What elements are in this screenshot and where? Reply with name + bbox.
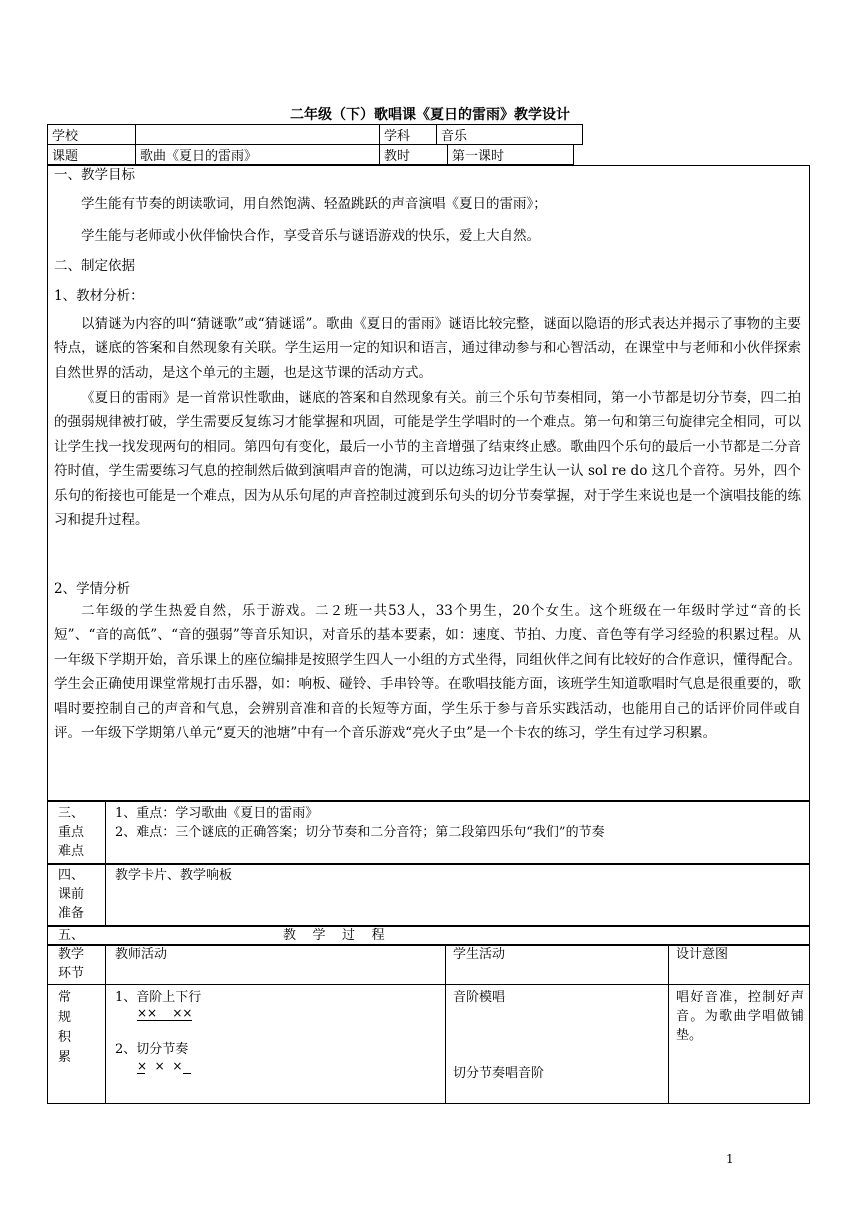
textbook-analysis-paragraph-2: 《夏日的雷雨》是一首常识性歌曲，谜底的答案和自然现象有关。前三个乐句节奏相同，第一小节都是切分节奏，四二拍的强弱规律被打破，学生需要反复练习才能掌握和巩固，可能是学生学唱时的一个难点。第一句和第三句旋律完全相同，可以让学生找一找发现两句的相同。第四句有变化，最后一小节的主音增强了结束终止感。歌曲四个乐句的最后一小节都是二分音符时值，学生需要练习气息的控制然后做到演唱声音的饱满，可以边练习边让学生认一认 sol re do 这几个音符。另外，四个乐句的衔接也可能是一个难点，因为从乐句尾的声音控制过渡到乐句头的切分节奏掌握，对于学生来说也是一个演唱技能的练习和提升过程。 [54, 390, 801, 529]
subject-label: 学科 [380, 125, 437, 145]
design-intent-header: 设计意图 [676, 947, 729, 962]
goal-1: 学生能有节奏的朗读歌词，用自然饱满、轻盈跳跃的声音演唱《夏日的雷雨》； [81, 196, 547, 212]
preparation-content: 教学卡片、教学响板 [115, 868, 233, 883]
stage-header-line-2: 环节 [58, 966, 85, 981]
syncopation-underline-1 [137, 1073, 145, 1074]
info-table [47, 124, 583, 145]
section2-heading: 二、制定依据 [54, 258, 135, 274]
student-analysis-paragraph: 二年级的学生热爱自然，乐于游戏。二２班一共53人，33个男生，20个女生。这个班级在一年级时学过“音的长短”、“音的高低”、“音的强弱”等音乐知识，对音乐的基本要素，如：速度、节拍、力度、音色等有学习经验的积累过程。从一年级下学期开始，音乐课上的座位编排是按照学生四人一小组的方式坐得，同组伙伴之间有比较好的合作意识，懂得配合。学生会正确使用课堂常规打击乐器，如：响板、碰铃、手串铃等。在歌唱技能方面，该班学生知道歌唱时气息是很重要的，歌唱时要控制自己的声音和气息，会辨别音准和音的长短等方面，学生乐于参与音乐实践活动，也能用自己的话评价同伴或自评。一年级下学期第八单元“夏天的池塘”中有一个音乐游戏“亮火子虫”是一个卡农的练习，学生有过学习积累。 [54, 603, 801, 742]
design-intent-text: 唱好音准，控制好声音。为歌曲学唱做铺垫。 [676, 990, 804, 1043]
section1-heading: 一、教学目标 [54, 167, 135, 183]
section3-label-2: 重点 [58, 825, 85, 840]
section5-label: 五、 [58, 928, 85, 943]
section4-label-2: 课前 [58, 887, 85, 902]
section3-label-3: 难点 [58, 844, 85, 859]
topic-label: 课题 [48, 145, 136, 165]
section4-label-3: 准备 [58, 906, 85, 921]
info-table-2 [47, 144, 574, 165]
syncopation-rhythm-notation: × × × [137, 1059, 183, 1073]
topic-value: 歌曲《夏日的雷雨》 [136, 145, 380, 165]
page-number: 1 [726, 1152, 734, 1166]
student-item-syncopation: 切分节奏唱音阶 [453, 1066, 545, 1081]
section5-heading: 教 学 过 程 [283, 928, 385, 943]
key-point: 1、重点：学习歌曲《夏日的雷雨》 [115, 806, 319, 821]
stage-header-line-1: 教学 [58, 947, 85, 962]
stage-char-3: 积 [58, 1030, 72, 1045]
student-activity-header: 学生活动 [453, 947, 506, 962]
student-item-scale: 音阶模唱 [453, 990, 506, 1005]
info-row-topic [48, 145, 574, 165]
teacher-item-syncopation: 2、切分节奏 [115, 1042, 189, 1057]
section3-label-1: 三、 [58, 806, 85, 821]
lesson-value: 第一课时 [448, 145, 574, 165]
scale-rhythm-notation: ×× ×× [137, 1006, 193, 1020]
goal-2: 学生能与老师或小伙伴愉快合作，享受音乐与谜语游戏的快乐，爱上大自然。 [81, 228, 540, 244]
teacher-activity-header: 教师活动 [115, 947, 168, 962]
school-value [136, 125, 380, 145]
stage-char-4: 累 [58, 1050, 72, 1065]
section4-divider [105, 864, 106, 926]
section5-box [47, 926, 810, 945]
info-row-school [48, 125, 583, 145]
lesson-label: 教时 [380, 145, 448, 165]
school-label: 学校 [48, 125, 136, 145]
analysis-subheading-2: 2、学情分析 [54, 581, 131, 597]
teacher-item-scale: 1、音阶上下行 [115, 990, 202, 1005]
analysis-subheading-1: 1、教材分析： [54, 288, 144, 304]
stage-char-1: 常 [58, 990, 72, 1005]
syncopation-underline-2 [183, 1073, 191, 1074]
stage-char-2: 规 [58, 1010, 72, 1025]
textbook-analysis-paragraph-1: 以猜谜为内容的叫“猜谜歌”或“猜谜谣”。歌曲《夏日的雷雨》谜语比较完整，谜面以隐语的形式表达并揭示了事物的主要特点，谜底的答案和自然现象有关联。学生运用一定的知识和语言，通过律动参与和心智活动，在课堂中与老师和小伙伴探索自然世界的活动，是这个单元的主题，也是这节课的活动方式。 [54, 316, 801, 381]
document-title: 二年级（下）歌唱课《夏日的雷雨》教学设计 [290, 107, 570, 123]
section4-label-1: 四、 [58, 868, 85, 883]
section3-divider [105, 801, 106, 864]
subject-value: 音乐 [437, 125, 583, 145]
difficult-point: 2、难点：三个谜底的正确答案；切分节奏和二分音符；第二段第四乐句“我们”的节奏 [115, 825, 605, 840]
